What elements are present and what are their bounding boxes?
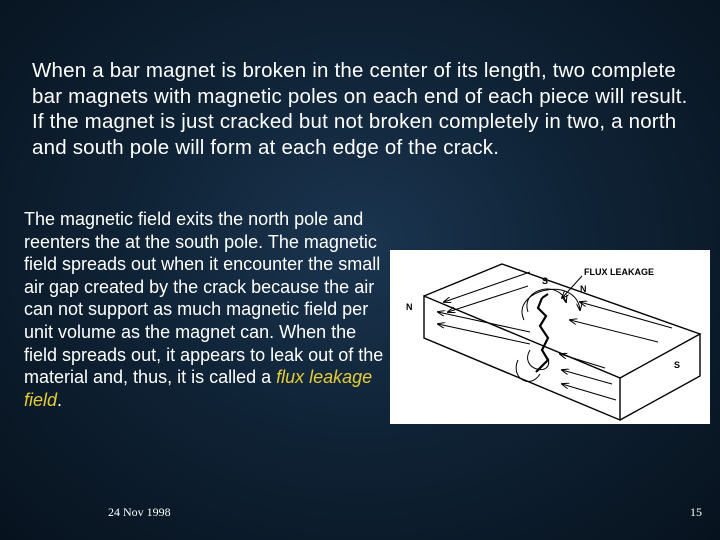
- crack-line: [536, 298, 548, 372]
- intro-paragraph: When a bar magnet is broken in the center of its length, two complete bar magnets with magnetic poles on each end of each piece will result. If the magnet is just cracked but not broken completely in two, a north and south pole will form at each edge of the crack.: [32, 59, 688, 159]
- label-n-crack: N: [580, 284, 587, 294]
- label-flux-leakage: FLUX LEAKAGE: [584, 267, 655, 277]
- cracked-magnet-diagram: [390, 250, 710, 424]
- bar-end-face: [620, 334, 700, 420]
- explanation-end: .: [57, 389, 63, 410]
- flux-leakage-loop: [527, 289, 566, 312]
- label-s-crack: S: [542, 276, 549, 286]
- footer-date: 24 Nov 1998: [108, 505, 171, 519]
- page-number: 15: [690, 505, 702, 519]
- magnet-illustration: [390, 250, 710, 424]
- label-s-right: S: [674, 360, 681, 370]
- flux-leakage-term: flux leakage field: [24, 367, 373, 410]
- explanation-text: The magnetic field exits the north pole and reenters the at the south pole. The magnetic field spreads out when it encounter the small air gap created by the crack because the air can not support as much magnetic field per unit volume as the magnet can. When the field spreads out, it appears to leak out of the material and, thus, it is called a: [24, 209, 384, 388]
- explanation-paragraph: [24, 208, 384, 411]
- label-n-left: N: [406, 302, 413, 312]
- bar-top-face: [424, 264, 700, 378]
